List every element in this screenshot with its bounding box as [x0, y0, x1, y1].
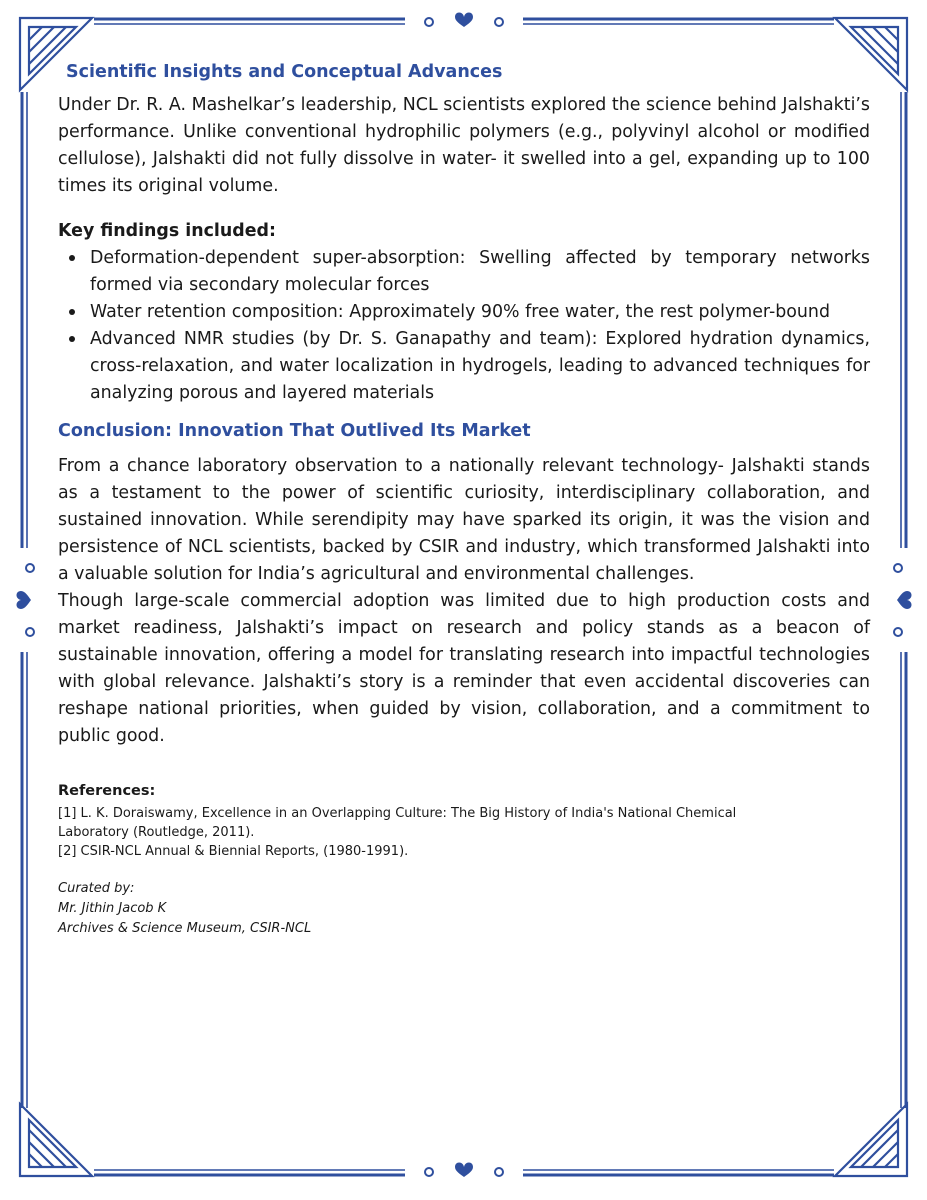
conclusion-paragraph-1: From a chance laboratory observation to a nationally relevant technology- Jalshakti stands as a testament to the power of scientific curiosity, interdisciplinary collaboration, and sustained innovation. While serendipity may have sparked its origin, it was the vision and persistence of NCL scientists, backed by CSIR and industry, which transformed Jalshakti into a valuable solution for India’s agricultural and environmental challenges. [58, 456, 870, 584]
list-item: Deformation-dependent super-absorption: Swelling affected by temporary networks formed via secondary molecular forces [58, 245, 870, 299]
section-heading-conclusion: Conclusion: Innovation That Outlived Its Market [58, 421, 531, 441]
heart-icon [897, 591, 912, 609]
insights-paragraph: Under Dr. R. A. Mashelkar’s leadership, NCL scientists explored the science behind Jalshakti’s performance. Unlike conventional hydrophilic polymers (e.g., polyvinyl alcohol or modified cellulose), Jalshakti did not fully dissolve in water- it swelled into a gel, expanding up to 100 times its original volume. [58, 95, 870, 196]
findings-list [58, 245, 870, 407]
document-body [58, 58, 870, 939]
curated-label: Curated by: [58, 881, 135, 896]
section-heading-insights: Scientific Insights and Conceptual Advances [66, 62, 503, 82]
bullet-icon [69, 336, 75, 342]
curator-name: Mr. Jithin Jacob K [58, 901, 167, 916]
key-findings-heading: Key findings included: [58, 221, 276, 241]
heart-icon [455, 1163, 473, 1178]
heart-icon [455, 13, 473, 28]
bullet-icon [69, 309, 75, 315]
curator-affiliation: Archives & Science Museum, CSIR-NCL [58, 921, 312, 936]
references-heading: References: [58, 783, 156, 799]
reference-item: [1] L. K. Doraiswamy, Excellence in an Overlapping Culture: The Big History of India's National Chemical Laboratory (Routledge, 2011). [58, 806, 737, 840]
heart-icon [17, 591, 32, 609]
list-item: Water retention composition: Approximately 90% free water, the rest polymer-bound [58, 299, 870, 326]
list-item: Advanced NMR studies (by Dr. S. Ganapathy and team): Explored hydration dynamics, cross-relaxation, and water localization in hydrogels, leading to advanced techniques for analyzing porous and layered materials [58, 326, 870, 407]
reference-item: [2] CSIR-NCL Annual & Biennial Reports, (1980-1991). [58, 844, 409, 859]
conclusion-paragraph-2: Though large-scale commercial adoption was limited due to high production costs and market readiness, Jalshakti’s impact on research and policy stands as a beacon of sustainable innovation, offering a model for translating research into impactful technologies with global relevance. Jalshakti’s story is a reminder that even accidental discoveries can reshape national priorities, when guided by vision, collaboration, and a commitment to public good. [58, 591, 870, 746]
bullet-icon [69, 255, 75, 261]
